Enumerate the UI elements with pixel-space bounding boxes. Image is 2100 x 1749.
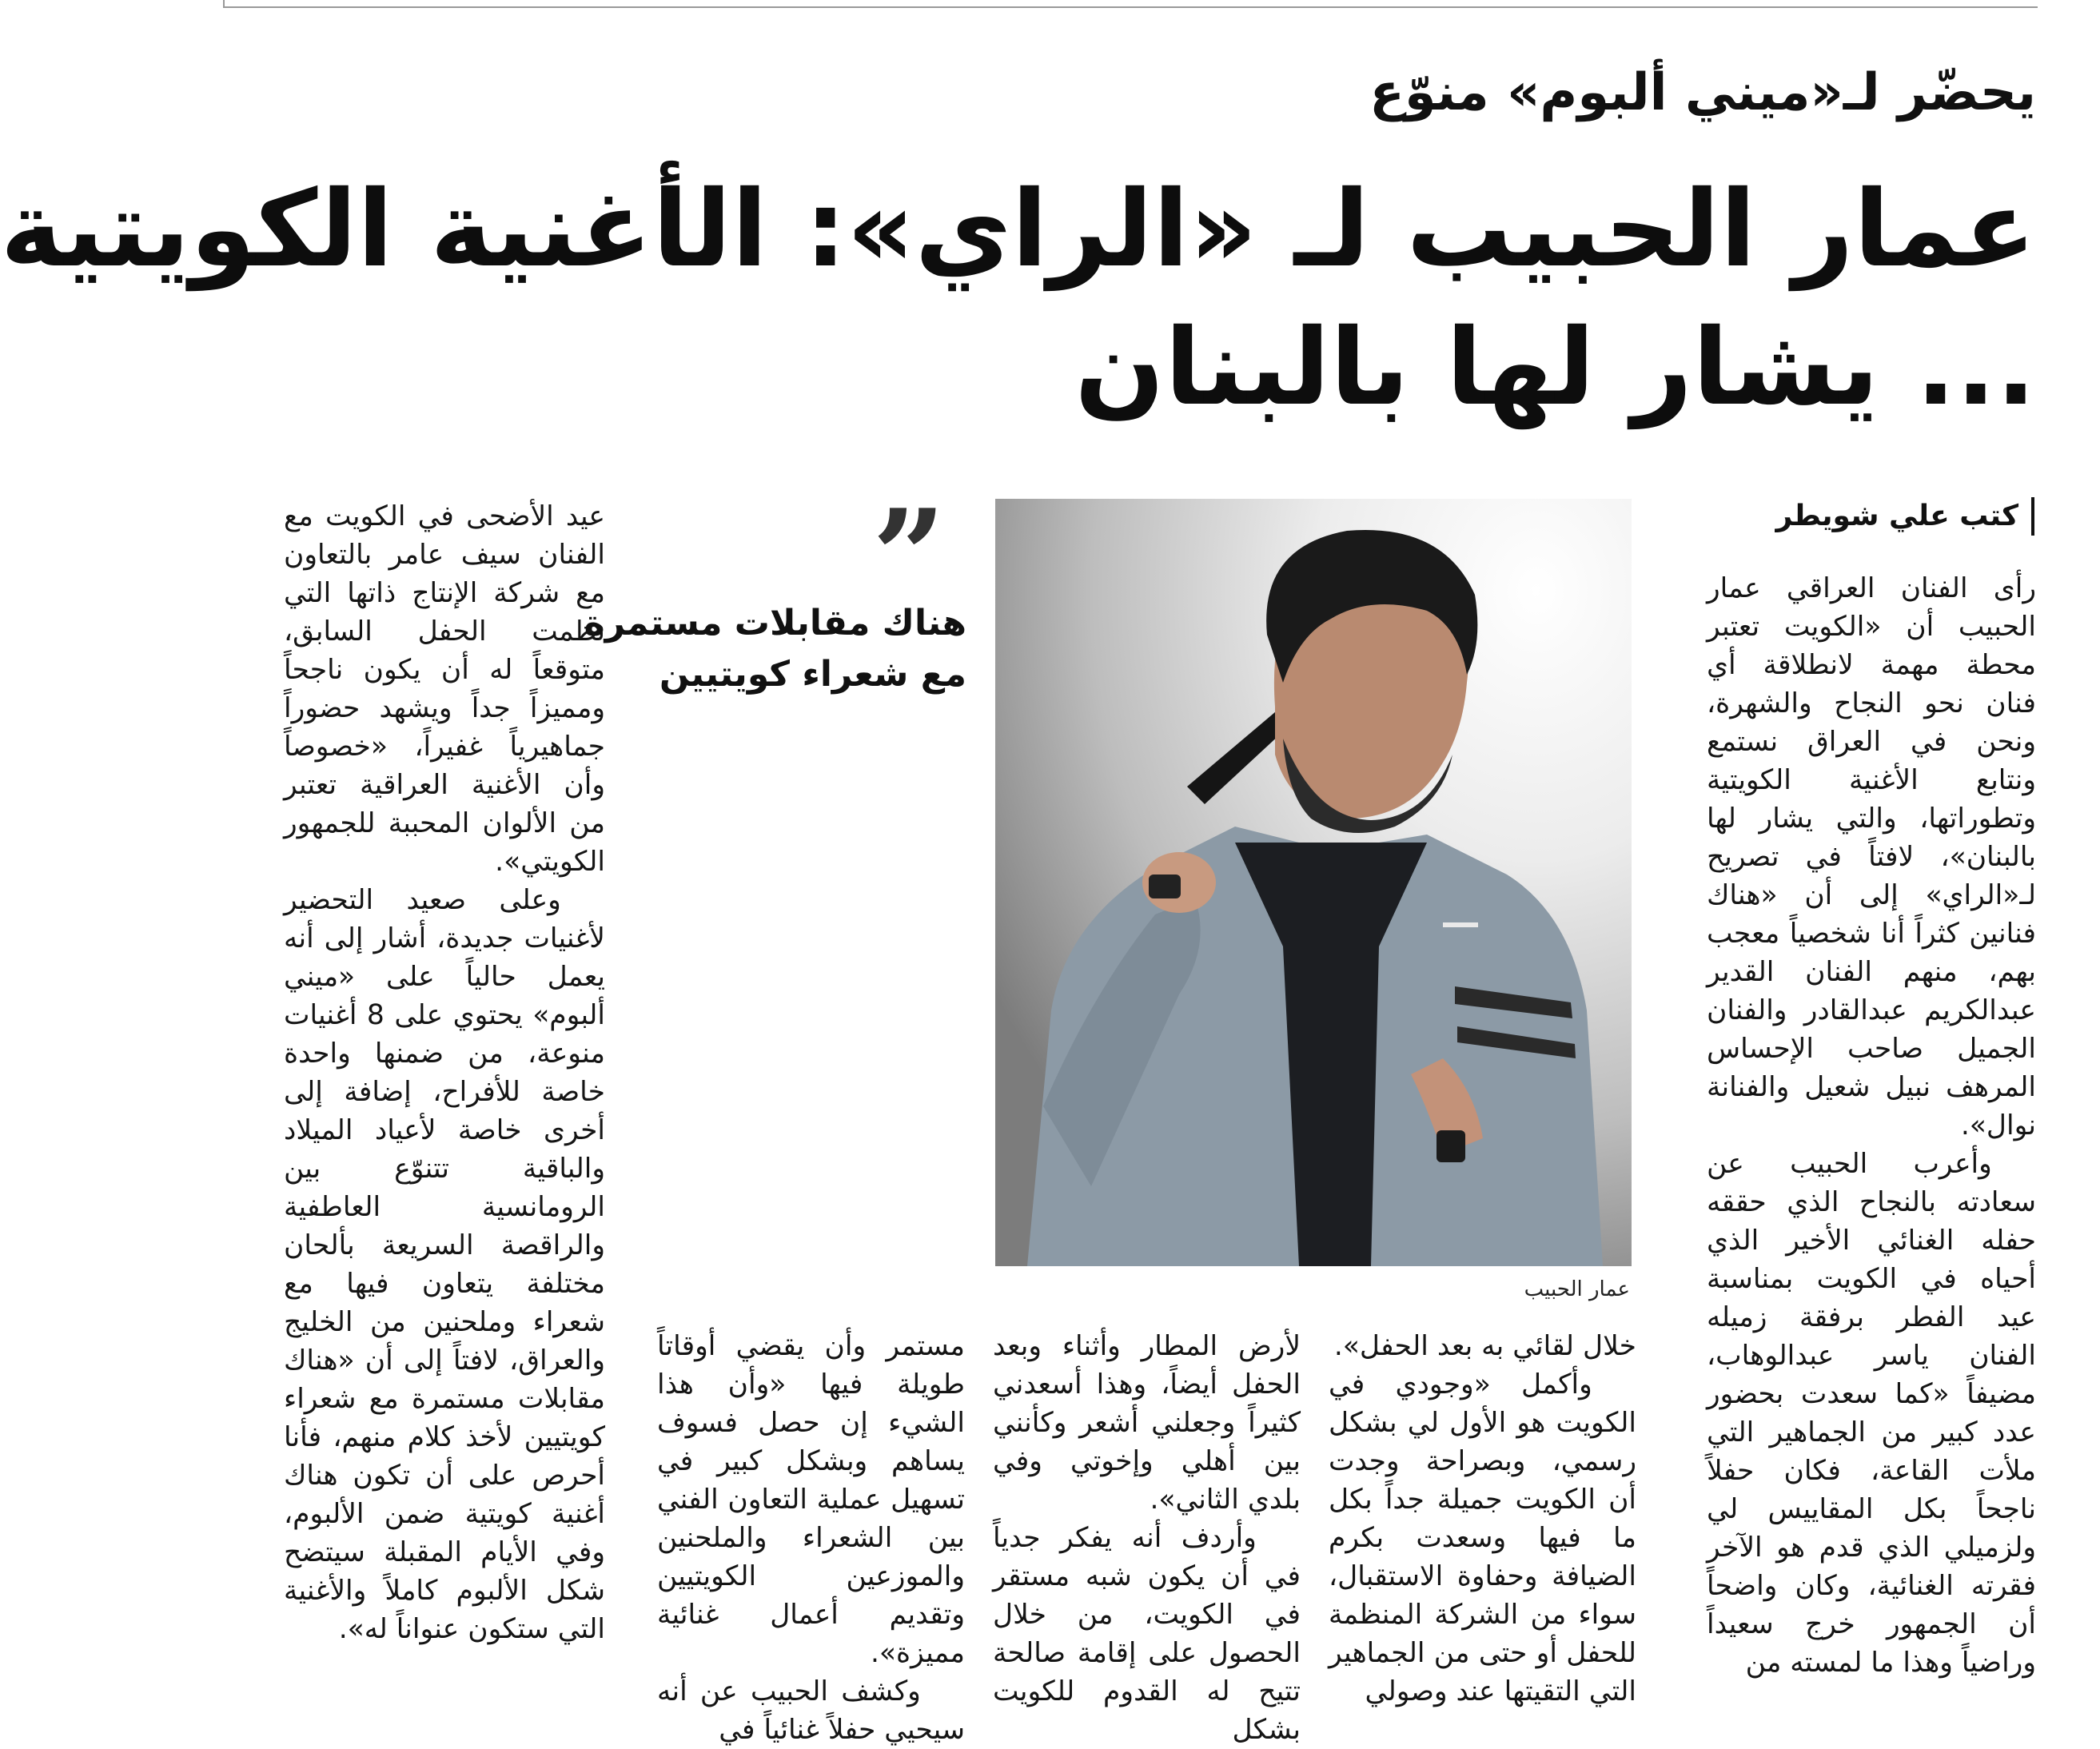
- article-column-4: [657, 1327, 965, 1746]
- headline-line-2: ... يشار لها بالبنان: [1074, 306, 2036, 430]
- article-kicker: يحضّر لـ«ميني ألبوم» منوّع: [1369, 63, 2036, 122]
- paragraph: مستمر وأن يقضي أوقاتاً طويلة فيها «وأن هذا الشيء إن حصل فسوف يساهم وبشكل كبير في تسهيل عملية التعاون الفني بين الشعراء والملحنين والموزعين الكويتيين وتقديم أعمال غنائية مميزة».: [657, 1330, 965, 1669]
- article-column-3: [993, 1327, 1301, 1746]
- article-headline: [0, 168, 2036, 448]
- pull-quote-line-1: هناك مقابلات مستمرة: [584, 603, 966, 643]
- quote-mark-icon: ”: [872, 481, 946, 631]
- byline: كتب علي شويطر: [1776, 497, 2034, 536]
- article-column-1: [1707, 569, 2036, 1720]
- singer-photo-illustration: [995, 499, 1632, 1266]
- paragraph: وأكمل «وجودي في الكويت هو الأول لي بشكل رسمي، وبصراحة وجدت أن الكويت جميلة جداً بكل ما فيها وسعدت بكرم الضيافة وحفاوة الاستقبال، سواء من الشركة المنظمة للحفل أو حتى من الجماهير التي التقيتها عند وصولي: [1329, 1369, 1636, 1707]
- article-column-2: [1329, 1327, 1636, 1719]
- pull-quote: [584, 598, 966, 700]
- artist-photo: [995, 499, 1632, 1266]
- paragraph: وأعرب الحبيب عن سعادته بالنجاح الذي حققه حفله الغنائي الأخير الذي أحياه في الكويت بمناسبة عيد الفطر برفقة زميله الفنان ياسر عبدالوهاب، مضيفاً «كما سعدت بحضور عدد كبير من الجماهير التي ملأت القاعة، فكان حفلاً ناجحاً بكل المقاييس لي ولزميلي الذي قدم هو الآخر فقرته الغنائية، وكان واضحاً أن الجمهور خرج سعيداً وراضياً وهذا ما لمسته من: [1707, 1148, 2036, 1679]
- paragraph: وكشف الحبيب عن أنه سيحيي حفلاً غنائياً في: [657, 1675, 965, 1746]
- pull-quote-line-2: مع شعراء كويتيين: [659, 654, 966, 695]
- paragraph: وأردف أنه يفكر جدياً في أن يكون شبه مستقر في الكويت، من خلال الحصول على إقامة صالحة تتيح له القدوم للكويت بشكل: [993, 1522, 1301, 1746]
- paragraph: وعلى صعيد التحضير لأغنيات جديدة، أشار إلى أنه يعمل حالياً على «ميني ألبوم» يحتوي على 8 أغنيات منوعة، من ضمنها واحدة خاصة للأفراح، إضافة إلى أخرى خاصة لأعياد الميلاد والباقية تتنوّع بين الرومانسية العاطفية والراقصة السريعة بألحان مختلفة يتعاون فيها مع شعراء وملحنين من الخليج والعراق، لافتاً إلى أن «هناك مقابلات مستمرة مع شعراء كويتيين لأخذ كلام منهم، فأنا أحرص على أن تكون هناك أغنية كويتية ضمن الألبوم، وفي الأيام المقبلة سيتضح شكل الألبوم كاملاً والأغنية التي ستكون عنواناً له».: [284, 884, 605, 1645]
- paragraph: لأرض المطار وأثناء وبعد الحفل أيضاً، وهذا أسعدني كثيراً وجعلني أشعر وكأنني بين أهلي وإخوتي وفي بلدي الثاني».: [993, 1330, 1301, 1516]
- paragraph: عيد الأضحى في الكويت مع الفنان سيف عامر بالتعاون مع شركة الإنتاج ذاتها التي نظمت الحفل السابق، متوقعاً له أن يكون ناجحاً ومميزاً جداً ويشهد حضوراً جماهيرياً غفيراً، «خصوصاً وأن الأغنية العراقية تعتبر من الألوان المحببة للجمهور الكويتي».: [284, 500, 605, 878]
- paragraph: خلال لقائي به بعد الحفل».: [1333, 1330, 1636, 1362]
- headline-line-1: عمار الحبيب لـ «الراي»: الأغنية الكويتية: [0, 168, 2036, 291]
- photo-caption: عمار الحبيب: [1524, 1277, 1630, 1301]
- article-column-5: [284, 497, 605, 1720]
- paragraph: رأى الفنان العراقي عمار الحبيب أن «الكويت تعتبر محطة مهمة لانطلاقة أي فنان نحو النجاح والشهرة، ونحن في العراق نستمع ونتابع الأغنية الكويتية وتطوراتها، والتي يشار لها بالبنان»، لافتاً في تصريح لـ«الراي» إلى أن «هناك فنانين كثراً أنا شخصياً معجب بهم، منهم الفنان القدير عبدالكريم عبدالقادر والفنان الجميل صاحب الإحساس المرهف نبيل شعيل والفنانة نوال».: [1707, 572, 2036, 1141]
- top-rule: [223, 0, 2038, 8]
